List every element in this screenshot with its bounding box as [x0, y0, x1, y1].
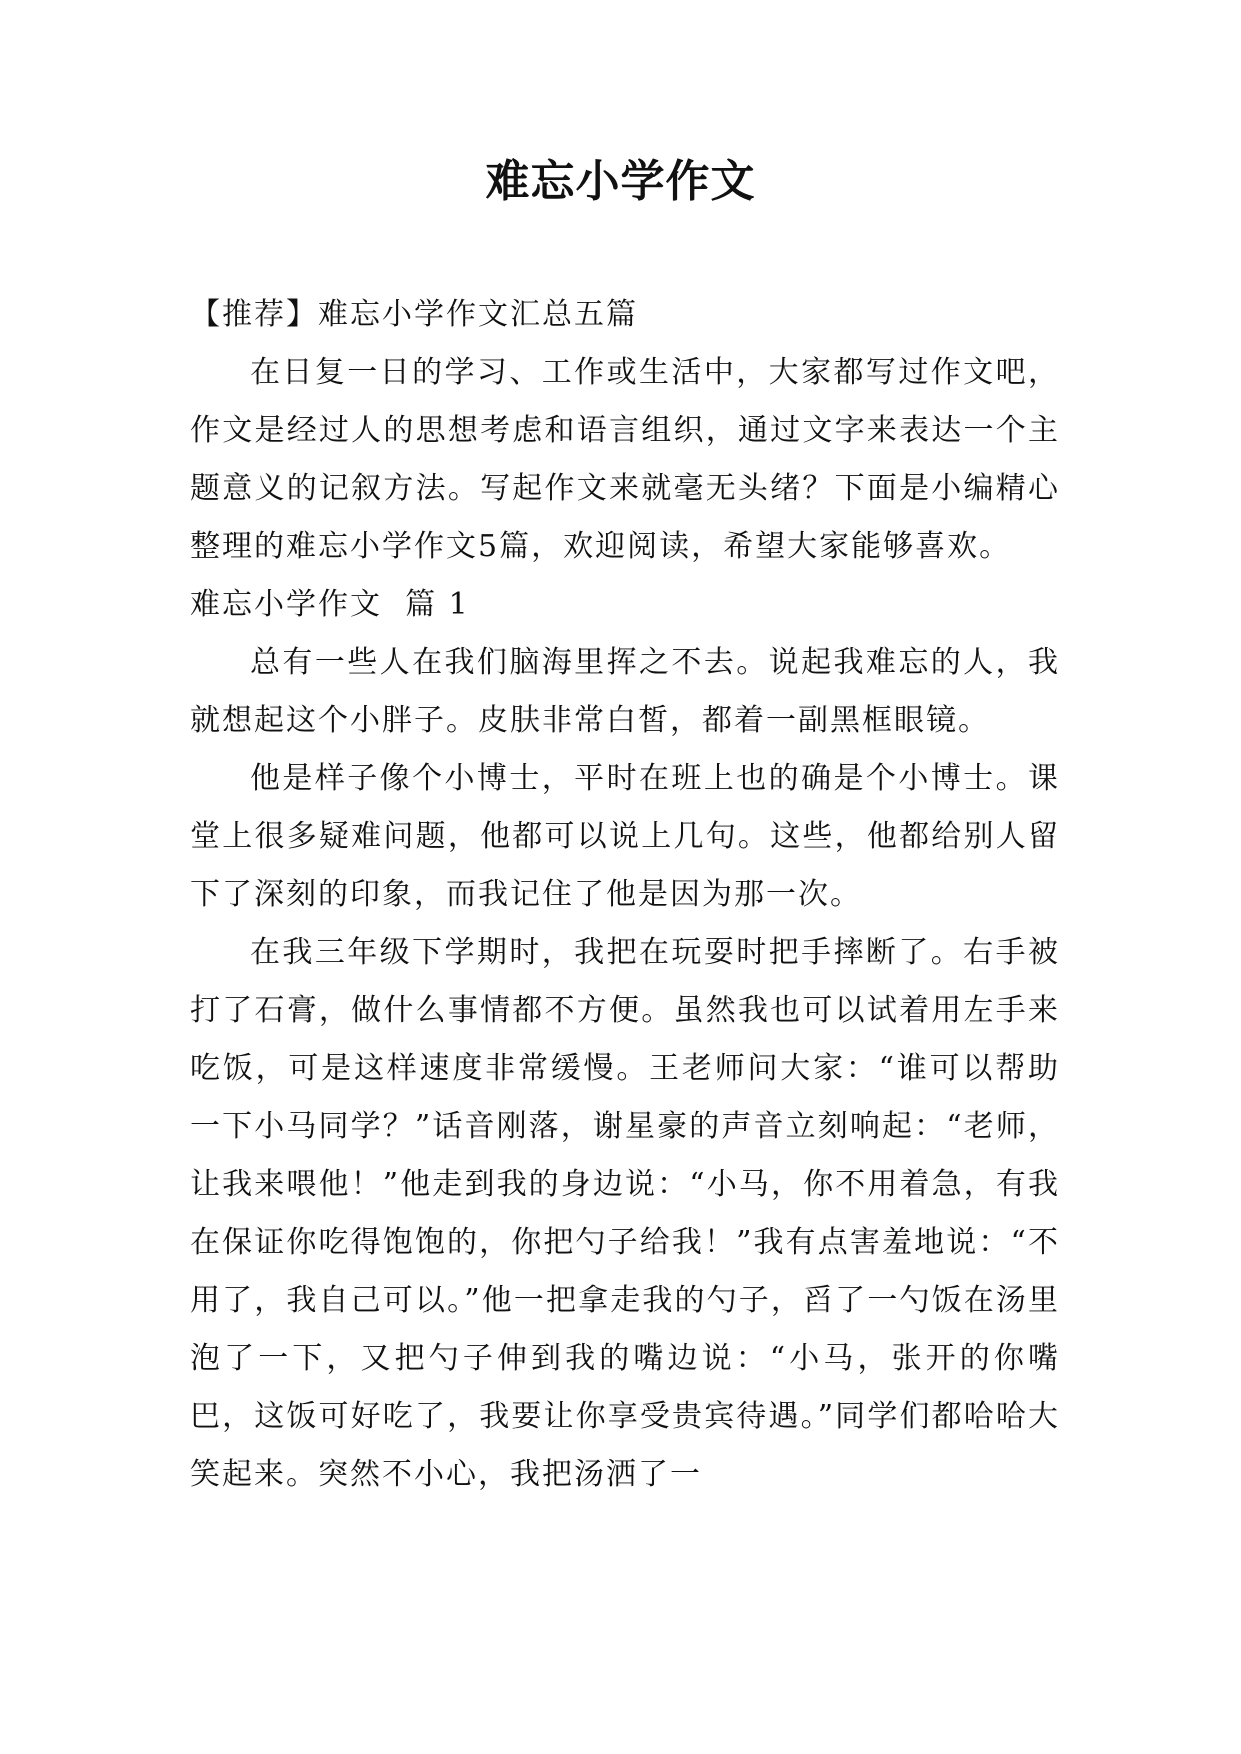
body-paragraph-1: 总有一些人在我们脑海里挥之不去。说起我难忘的人，我就想起这个小胖子。皮肤非常白皙，都着一副黑框眼镜。 [190, 645, 1060, 738]
recommend-heading: 【推荐】难忘小学作文汇总五篇 [190, 297, 638, 332]
intro-paragraph: 在日复一日的学习、工作或生活中，大家都写过作文吧，作文是经过人的思想考虑和语言组织，通过文字来表达一个主题意义的记叙方法。写起作文来就毫无头绪？下面是小编精心整理的难忘小学作文5篇，欢迎阅读，希望大家能够喜欢。 [190, 355, 1060, 564]
body-paragraph-2: 他是样子像个小博士，平时在班上也的确是个小博士。课堂上很多疑难问题，他都可以说上几句。这些，他都给别人留下了深刻的印象，而我记住了他是因为那一次。 [190, 761, 1060, 912]
section-heading: 难忘小学作文 篇 1 [190, 587, 470, 622]
body-paragraph-3: 在我三年级下学期时，我把在玩耍时把手摔断了。右手被打了石膏，做什么事情都不方便。虽然我也可以试着用左手来吃饭，可是这样速度非常缓慢。王老师问大家：“谁可以帮助一下小马同学？”话音刚落，谢星豪的声音立刻响起：“老师，让我来喂他！”他走到我的身边说：“小马，你不用着急，有我在保证你吃得饱饱的，你把勺子给我！”我有点害羞地说：“不用了，我自己可以。”他一把拿走我的勺子，舀了一勺饭在汤里泡了一下，又把勺子伸到我的嘴边说：“小马，张开的你嘴巴，这饭可好吃了，我要让你享受贵宾待遇。”同学们都哈哈大笑起来。突然不小心，我把汤洒了一 [190, 935, 1060, 1492]
document-body [190, 286, 1060, 1504]
document-title: 难忘小学作文 [485, 156, 756, 207]
